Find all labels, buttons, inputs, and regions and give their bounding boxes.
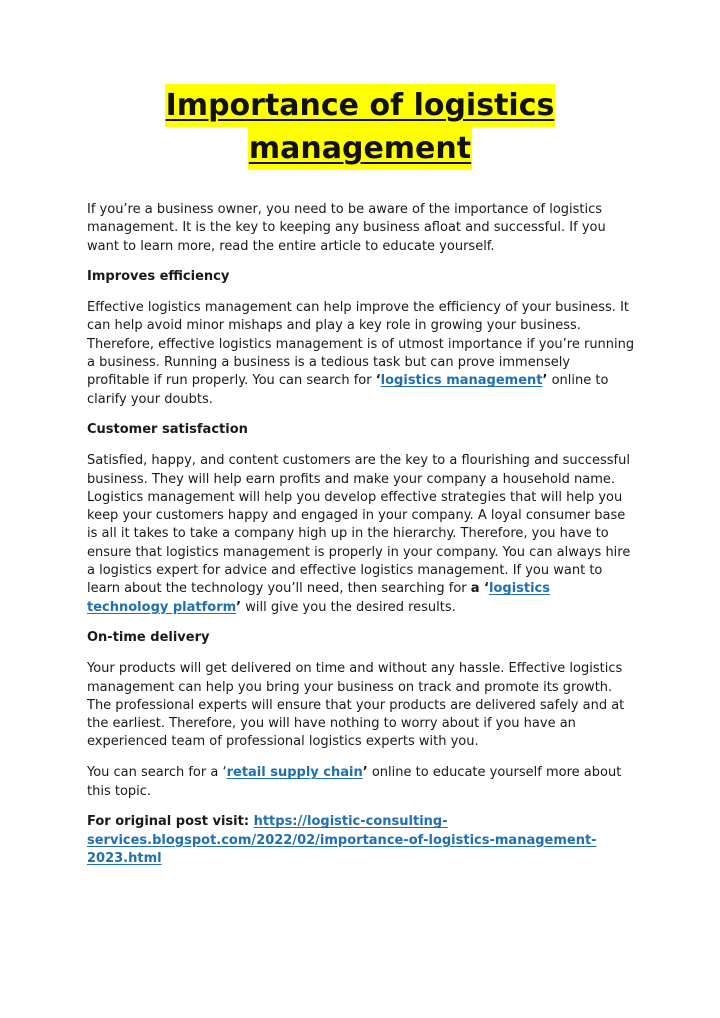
section-paragraph-efficiency	[87, 299, 635, 409]
section-heading-efficiency: Improves efficiency	[87, 269, 230, 285]
paragraph-text: Satisfied, happy, and content customers are the key to a flourishing and successful business. They will help earn profits and make your company a household name. Logistics management will help you develop effective strategies that will help you keep your customers happy and engaged in your company. A loyal consumer base is all it takes to take a company high up in the hierarchy. Therefore, you have to ensure that logistics management is properly in your company. You can always hire a logistics expert for advice and effective logistics management. If you want to learn about the technology you’ll need, then searching for	[87, 453, 631, 597]
article-body	[87, 201, 635, 881]
paragraph-text: will give you the desired results.	[241, 599, 456, 615]
section-heading-on-time-delivery: On-time delivery	[87, 630, 210, 646]
paragraph-text: online to clarify your doubts.	[87, 373, 609, 407]
paragraph-text: online to educate yourself more about this topic.	[87, 765, 622, 799]
title-line-2: management	[248, 127, 472, 170]
source-paragraph	[87, 813, 635, 868]
page-title	[0, 84, 720, 170]
quote-close: ’	[236, 599, 242, 615]
quote-open: a ‘	[470, 581, 489, 597]
quote-close: ’	[362, 765, 368, 781]
logistics-technology-platform-link[interactable]: logistics technology platform	[87, 581, 551, 615]
logistics-management-link[interactable]: logistics management	[380, 373, 543, 389]
source-url-link[interactable]: https://logistic-consulting-services.blogspot.com/2022/02/importance-of-logistics-management-2023.html	[87, 814, 597, 866]
retail-supply-chain-link[interactable]: retail supply chain	[226, 765, 363, 781]
section-heading-customer-satisfaction: Customer satisfaction	[87, 422, 248, 438]
intro-paragraph: If you’re a business owner, you need to be aware of the importance of logistics management. It is the key to keeping any business afloat and successful. If you want to learn more, read the entire article to educate yourself.	[87, 202, 606, 254]
closing-paragraph	[87, 764, 635, 801]
paragraph-text: Effective logistics management can help improve the efficiency of your business. It can help avoid minor mishaps and play a key role in growing your business. Therefore, effective logistics management is of utmost importance if you’re running a business. Running a business is a tedious task but can prove immensely profitable if run properly. You can search for	[87, 300, 635, 389]
section-paragraph-customer-satisfaction	[87, 452, 635, 617]
source-label: For original post visit:	[87, 814, 254, 830]
paragraph-text: You can search for a ‘	[87, 765, 227, 781]
quote-close: ’	[542, 373, 548, 389]
section-paragraph-on-time-delivery: Your products will get delivered on time and without any hassle. Effective logistics management can help you bring your business on track and promote its growth. The professional experts will ensure that your products are delivered safely and at the earliest. Therefore, you will have nothing to worry about if you have an experienced team of professional logistics experts with you.	[87, 661, 625, 750]
quote-open: ‘	[375, 373, 381, 389]
title-line-1: Importance of logistics	[165, 84, 556, 127]
